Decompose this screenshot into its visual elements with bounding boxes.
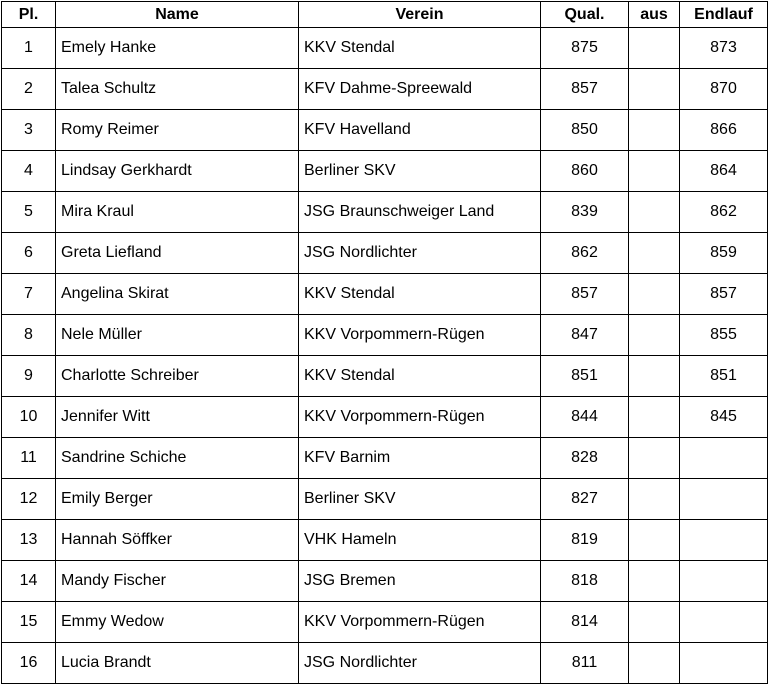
cell-qual: 851 bbox=[541, 356, 629, 397]
cell-qual: 850 bbox=[541, 110, 629, 151]
cell-verein: JSG Nordlichter bbox=[299, 233, 541, 274]
table-row bbox=[2, 356, 768, 397]
cell-qual: 811 bbox=[541, 643, 629, 684]
cell-endlauf: 870 bbox=[680, 69, 768, 110]
cell-endlauf: 845 bbox=[680, 397, 768, 438]
cell-verein: KKV Vorpommern-Rügen bbox=[299, 397, 541, 438]
cell-aus bbox=[629, 28, 680, 69]
cell-qual: 847 bbox=[541, 315, 629, 356]
header-verein: Verein bbox=[299, 2, 541, 28]
table-row bbox=[2, 315, 768, 356]
cell-name: Romy Reimer bbox=[56, 110, 299, 151]
cell-aus bbox=[629, 479, 680, 520]
cell-aus bbox=[629, 356, 680, 397]
cell-verein: KKV Vorpommern-Rügen bbox=[299, 602, 541, 643]
cell-name: Lucia Brandt bbox=[56, 643, 299, 684]
cell-aus bbox=[629, 315, 680, 356]
cell-endlauf bbox=[680, 479, 768, 520]
table-row bbox=[2, 602, 768, 643]
cell-endlauf bbox=[680, 520, 768, 561]
table-body bbox=[2, 28, 768, 684]
cell-pl: 7 bbox=[2, 274, 56, 315]
table-row bbox=[2, 233, 768, 274]
cell-pl: 8 bbox=[2, 315, 56, 356]
cell-qual: 819 bbox=[541, 520, 629, 561]
cell-qual: 862 bbox=[541, 233, 629, 274]
cell-name: Sandrine Schiche bbox=[56, 438, 299, 479]
cell-verein: JSG Bremen bbox=[299, 561, 541, 602]
cell-verein: JSG Nordlichter bbox=[299, 643, 541, 684]
cell-qual: 828 bbox=[541, 438, 629, 479]
cell-aus bbox=[629, 151, 680, 192]
cell-qual: 857 bbox=[541, 69, 629, 110]
cell-verein: KFV Barnim bbox=[299, 438, 541, 479]
cell-verein: KKV Vorpommern-Rügen bbox=[299, 315, 541, 356]
cell-endlauf bbox=[680, 438, 768, 479]
cell-qual: 844 bbox=[541, 397, 629, 438]
cell-verein: KKV Stendal bbox=[299, 28, 541, 69]
cell-aus bbox=[629, 192, 680, 233]
cell-qual: 818 bbox=[541, 561, 629, 602]
cell-verein: KKV Stendal bbox=[299, 274, 541, 315]
cell-name: Emily Berger bbox=[56, 479, 299, 520]
cell-pl: 3 bbox=[2, 110, 56, 151]
header-qual: Qual. bbox=[541, 2, 629, 28]
cell-aus bbox=[629, 643, 680, 684]
cell-aus bbox=[629, 110, 680, 151]
cell-verein: KFV Dahme-Spreewald bbox=[299, 69, 541, 110]
cell-aus bbox=[629, 69, 680, 110]
cell-pl: 11 bbox=[2, 438, 56, 479]
cell-endlauf bbox=[680, 643, 768, 684]
header-endlauf: Endlauf bbox=[680, 2, 768, 28]
cell-name: Talea Schultz bbox=[56, 69, 299, 110]
cell-pl: 5 bbox=[2, 192, 56, 233]
cell-pl: 15 bbox=[2, 602, 56, 643]
table-row bbox=[2, 151, 768, 192]
cell-aus bbox=[629, 520, 680, 561]
table-row bbox=[2, 520, 768, 561]
cell-aus bbox=[629, 602, 680, 643]
cell-pl: 10 bbox=[2, 397, 56, 438]
cell-aus bbox=[629, 438, 680, 479]
cell-pl: 1 bbox=[2, 28, 56, 69]
cell-pl: 12 bbox=[2, 479, 56, 520]
cell-qual: 839 bbox=[541, 192, 629, 233]
cell-endlauf bbox=[680, 602, 768, 643]
cell-endlauf: 857 bbox=[680, 274, 768, 315]
cell-verein: Berliner SKV bbox=[299, 479, 541, 520]
cell-name: Charlotte Schreiber bbox=[56, 356, 299, 397]
table-row bbox=[2, 192, 768, 233]
cell-endlauf: 851 bbox=[680, 356, 768, 397]
table-row bbox=[2, 438, 768, 479]
cell-name: Lindsay Gerkhardt bbox=[56, 151, 299, 192]
cell-qual: 827 bbox=[541, 479, 629, 520]
cell-pl: 13 bbox=[2, 520, 56, 561]
table-row bbox=[2, 479, 768, 520]
cell-name: Nele Müller bbox=[56, 315, 299, 356]
cell-verein: KKV Stendal bbox=[299, 356, 541, 397]
table-row bbox=[2, 397, 768, 438]
cell-endlauf: 873 bbox=[680, 28, 768, 69]
cell-endlauf: 864 bbox=[680, 151, 768, 192]
cell-pl: 4 bbox=[2, 151, 56, 192]
cell-qual: 875 bbox=[541, 28, 629, 69]
cell-pl: 2 bbox=[2, 69, 56, 110]
cell-verein: KFV Havelland bbox=[299, 110, 541, 151]
cell-name: Mira Kraul bbox=[56, 192, 299, 233]
results-table bbox=[1, 1, 768, 684]
cell-qual: 814 bbox=[541, 602, 629, 643]
cell-verein: VHK Hameln bbox=[299, 520, 541, 561]
header-name: Name bbox=[56, 2, 299, 28]
header-row bbox=[2, 2, 768, 28]
header-aus: aus bbox=[629, 2, 680, 28]
cell-pl: 6 bbox=[2, 233, 56, 274]
cell-endlauf: 859 bbox=[680, 233, 768, 274]
cell-name: Emely Hanke bbox=[56, 28, 299, 69]
cell-pl: 9 bbox=[2, 356, 56, 397]
cell-name: Hannah Söffker bbox=[56, 520, 299, 561]
cell-pl: 14 bbox=[2, 561, 56, 602]
cell-endlauf: 862 bbox=[680, 192, 768, 233]
table-row bbox=[2, 274, 768, 315]
cell-pl: 16 bbox=[2, 643, 56, 684]
cell-verein: JSG Braunschweiger Land bbox=[299, 192, 541, 233]
table-row bbox=[2, 643, 768, 684]
cell-aus bbox=[629, 561, 680, 602]
cell-name: Mandy Fischer bbox=[56, 561, 299, 602]
table-row bbox=[2, 561, 768, 602]
cell-aus bbox=[629, 233, 680, 274]
table-row bbox=[2, 28, 768, 69]
cell-qual: 860 bbox=[541, 151, 629, 192]
cell-aus bbox=[629, 397, 680, 438]
cell-name: Jennifer Witt bbox=[56, 397, 299, 438]
table-row bbox=[2, 110, 768, 151]
header-pl: Pl. bbox=[2, 2, 56, 28]
cell-verein: Berliner SKV bbox=[299, 151, 541, 192]
cell-endlauf: 855 bbox=[680, 315, 768, 356]
table-row bbox=[2, 69, 768, 110]
cell-name: Greta Liefland bbox=[56, 233, 299, 274]
cell-qual: 857 bbox=[541, 274, 629, 315]
cell-endlauf bbox=[680, 561, 768, 602]
cell-endlauf: 866 bbox=[680, 110, 768, 151]
cell-name: Angelina Skirat bbox=[56, 274, 299, 315]
cell-aus bbox=[629, 274, 680, 315]
cell-name: Emmy Wedow bbox=[56, 602, 299, 643]
